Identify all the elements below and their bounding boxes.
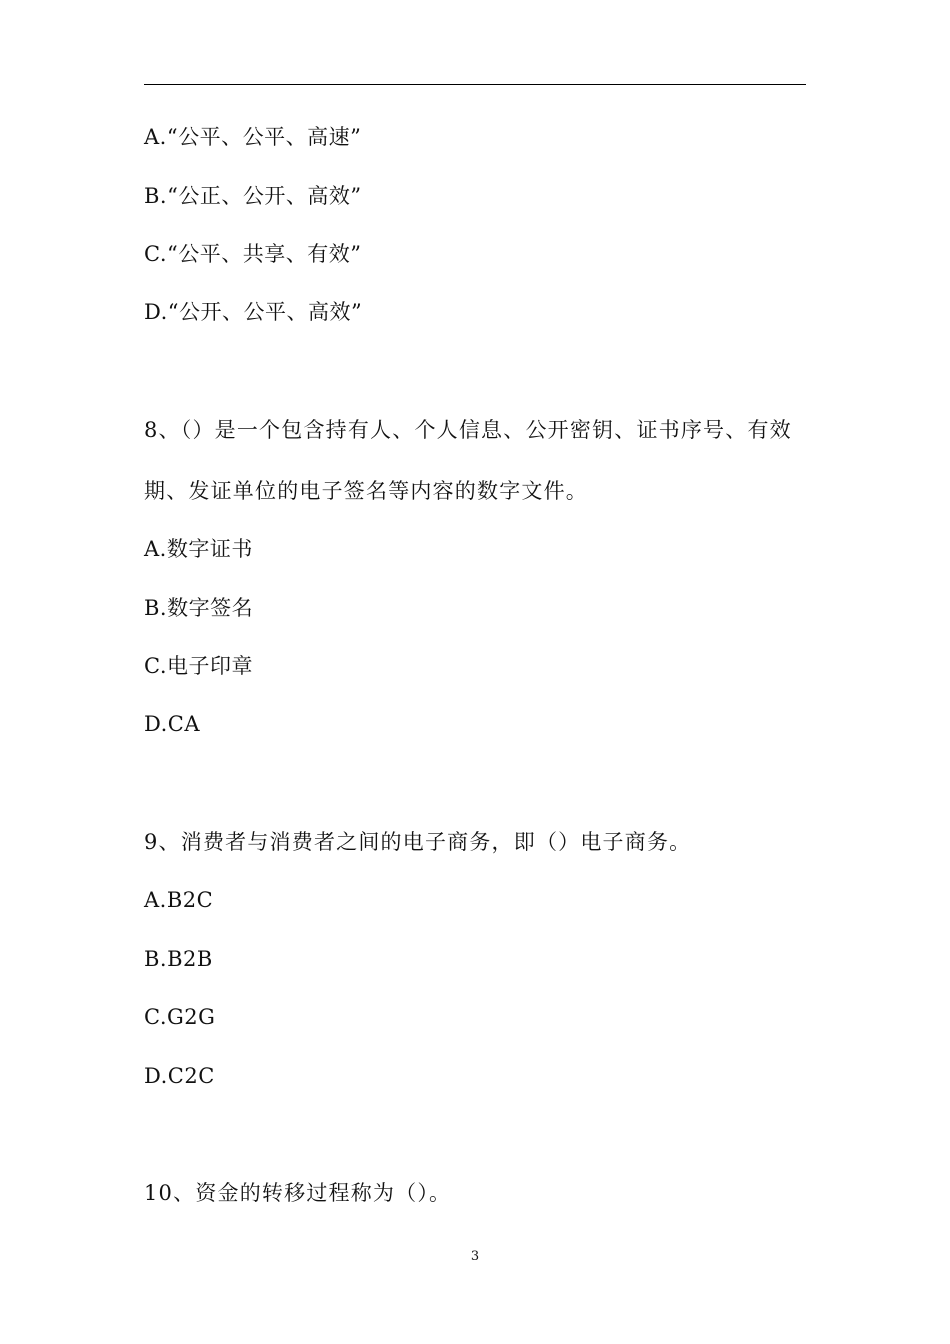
q7-option-d: D.“公开、公平、高效” — [144, 300, 363, 324]
q8-stem-line2: 期、发证单位的电子签名等内容的数字文件。 — [144, 479, 588, 503]
q7-option-a: A.“公平、公平、高速” — [144, 125, 362, 149]
q8-option-b: B.数字签名 — [144, 596, 254, 620]
q8-option-c: C.电子印章 — [144, 654, 253, 678]
q9-option-c: C.G2G — [144, 1005, 216, 1029]
q10-stem: 10、资金的转移过程称为（）。 — [144, 1181, 452, 1205]
q9-stem: 9、消费者与消费者之间的电子商务，即（）电子商务。 — [144, 830, 692, 854]
header-rule — [144, 84, 806, 85]
q8-stem-line1: 8、（）是一个包含持有人、个人信息、公开密钥、证书序号、有效 — [144, 418, 792, 442]
q9-option-a: A.B2C — [144, 888, 214, 912]
q7-option-c: C.“公平、共享、有效” — [144, 242, 362, 266]
page-number: 3 — [470, 1249, 480, 1264]
q9-option-b: B.B2B — [144, 947, 213, 971]
q9-option-d: D.C2C — [144, 1064, 215, 1088]
q7-option-b: B.“公正、公开、高效” — [144, 184, 362, 208]
q8-option-a: A.数字证书 — [144, 537, 253, 561]
q8-option-d: D.CA — [144, 712, 200, 736]
